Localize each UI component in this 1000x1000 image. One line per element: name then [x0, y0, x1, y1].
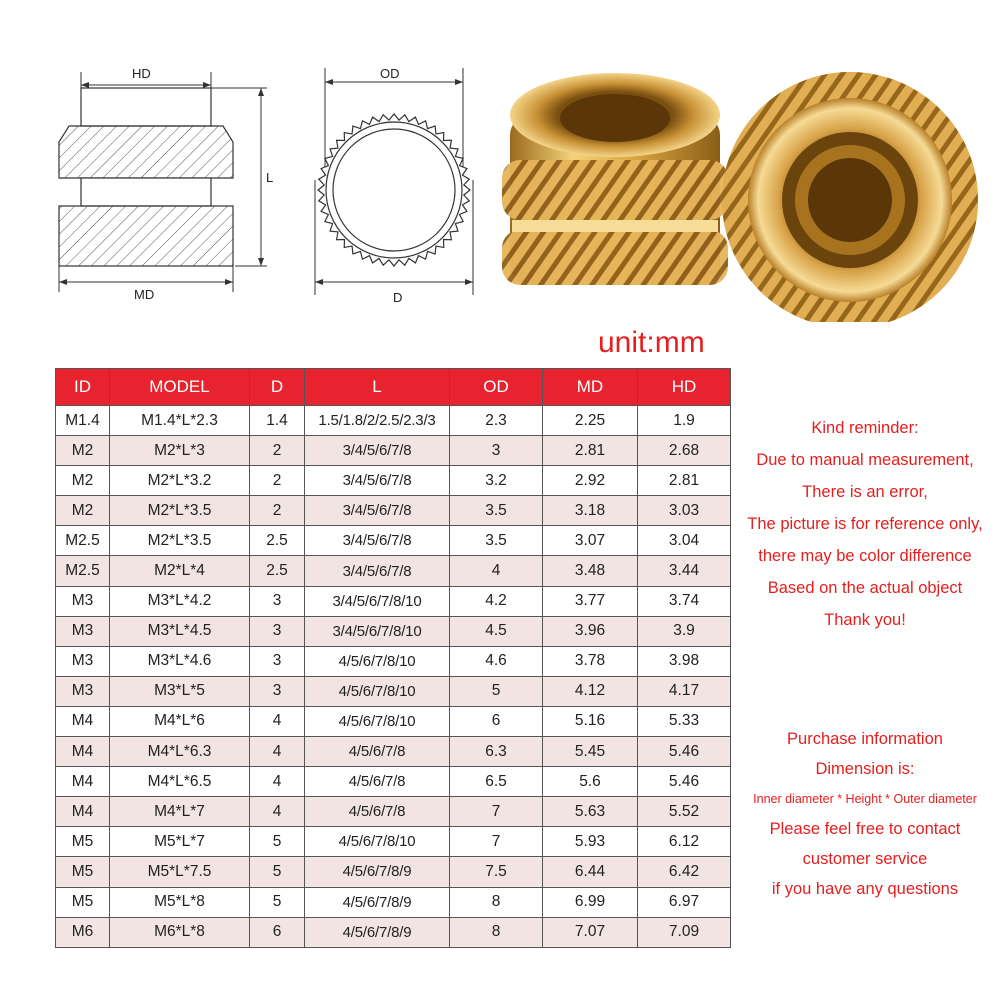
side-view-diagram — [55, 60, 290, 305]
purchase-title: Purchase information — [787, 730, 943, 748]
cell-l: 4/5/6/7/8 — [305, 767, 450, 797]
cell-hd: 7.09 — [638, 917, 731, 947]
cell-d: 4 — [250, 797, 305, 827]
cell-model: M4*L*7 — [110, 797, 250, 827]
cell-od: 7 — [450, 797, 543, 827]
cell-hd: 5.33 — [638, 706, 731, 736]
cell-model: M3*L*4.5 — [110, 616, 250, 646]
cell-d: 2.5 — [250, 526, 305, 556]
cell-md: 3.18 — [543, 496, 638, 526]
cell-d: 2 — [250, 466, 305, 496]
cell-model: M5*L*8 — [110, 887, 250, 917]
cell-od: 4 — [450, 556, 543, 586]
cell-md: 5.63 — [543, 797, 638, 827]
reminder-line: Kind reminder: — [811, 419, 919, 437]
table-row — [56, 676, 731, 706]
cell-od: 8 — [450, 917, 543, 947]
cell-l: 4/5/6/7/8 — [305, 737, 450, 767]
cell-od: 6.5 — [450, 767, 543, 797]
header-md: MD — [543, 369, 638, 406]
cell-od: 4.6 — [450, 646, 543, 676]
cell-l: 4/5/6/7/8/9 — [305, 887, 450, 917]
cell-md: 6.44 — [543, 857, 638, 887]
cell-model: M5*L*7 — [110, 827, 250, 857]
cell-md: 5.93 — [543, 827, 638, 857]
cell-hd: 3.44 — [638, 556, 731, 586]
cell-od: 7.5 — [450, 857, 543, 887]
cell-id: M1.4 — [56, 406, 110, 436]
cell-hd: 1.9 — [638, 406, 731, 436]
cell-hd: 3.74 — [638, 586, 731, 616]
cell-md: 3.77 — [543, 586, 638, 616]
cell-id: M4 — [56, 797, 110, 827]
table-row — [56, 406, 731, 436]
unit-label: unit:mm — [598, 326, 705, 359]
purchase-line: Please feel free to contact — [769, 820, 961, 838]
cell-hd: 3.9 — [638, 616, 731, 646]
cell-model: M1.4*L*2.3 — [110, 406, 250, 436]
cell-d: 2 — [250, 496, 305, 526]
hd-dimension-label: HD — [132, 66, 151, 81]
cell-md: 5.45 — [543, 737, 638, 767]
cell-model: M3*L*4.2 — [110, 586, 250, 616]
cell-md: 2.81 — [543, 436, 638, 466]
cell-hd: 5.52 — [638, 797, 731, 827]
cell-model: M2*L*3.5 — [110, 526, 250, 556]
cell-hd: 5.46 — [638, 737, 731, 767]
table-row — [56, 797, 731, 827]
cell-d: 3 — [250, 616, 305, 646]
cell-md: 3.78 — [543, 646, 638, 676]
cell-id: M5 — [56, 887, 110, 917]
table-row — [56, 616, 731, 646]
l-dimension-label: L — [266, 170, 274, 185]
cell-od: 7 — [450, 827, 543, 857]
table-row — [56, 767, 731, 797]
table-row — [56, 646, 731, 676]
cell-md: 6.99 — [543, 887, 638, 917]
cell-hd: 6.97 — [638, 887, 731, 917]
cell-d: 5 — [250, 857, 305, 887]
cell-id: M3 — [56, 646, 110, 676]
cell-od: 2.3 — [450, 406, 543, 436]
cell-od: 3.5 — [450, 496, 543, 526]
cell-model: M2*L*3 — [110, 436, 250, 466]
cell-l: 3/4/5/6/7/8 — [305, 526, 450, 556]
cell-od: 3.2 — [450, 466, 543, 496]
table-row — [56, 887, 731, 917]
cell-d: 3 — [250, 586, 305, 616]
cell-md: 4.12 — [543, 676, 638, 706]
cell-model: M4*L*6.5 — [110, 767, 250, 797]
cell-id: M2 — [56, 436, 110, 466]
md-dimension-label: MD — [134, 287, 155, 302]
cell-l: 3/4/5/6/7/8 — [305, 466, 450, 496]
od-dimension-label: OD — [380, 66, 400, 81]
cell-model: M2*L*4 — [110, 556, 250, 586]
cell-d: 4 — [250, 767, 305, 797]
cell-md: 2.92 — [543, 466, 638, 496]
cell-id: M2 — [56, 466, 110, 496]
cell-md: 3.48 — [543, 556, 638, 586]
cell-hd: 2.68 — [638, 436, 731, 466]
table-row — [56, 496, 731, 526]
cell-l: 4/5/6/7/8 — [305, 797, 450, 827]
cell-model: M4*L*6.3 — [110, 737, 250, 767]
cell-id: M5 — [56, 827, 110, 857]
kind-reminder-note — [730, 412, 1000, 636]
cell-hd: 3.04 — [638, 526, 731, 556]
cell-l: 3/4/5/6/7/8 — [305, 496, 450, 526]
cell-hd: 5.46 — [638, 767, 731, 797]
cell-model: M6*L*8 — [110, 917, 250, 947]
cell-od: 4.2 — [450, 586, 543, 616]
header-d: D — [250, 369, 305, 406]
cell-od: 3.5 — [450, 526, 543, 556]
top-view-diagram — [305, 60, 480, 305]
reminder-line: there may be color difference — [758, 547, 972, 565]
cell-d: 4 — [250, 706, 305, 736]
table-row — [56, 526, 731, 556]
header-model: MODEL — [110, 369, 250, 406]
table-header-row — [56, 369, 731, 406]
cell-md: 7.07 — [543, 917, 638, 947]
cell-id: M6 — [56, 917, 110, 947]
cell-l: 1.5/1.8/2/2.5/2.3/3 — [305, 406, 450, 436]
purchase-line: customer service — [802, 850, 928, 868]
table-row — [56, 466, 731, 496]
brass-inserts-photo — [490, 60, 1000, 322]
d-dimension-label: D — [393, 290, 403, 305]
cell-model: M3*L*4.6 — [110, 646, 250, 676]
header-hd: HD — [638, 369, 731, 406]
cell-d: 6 — [250, 917, 305, 947]
cell-d: 1.4 — [250, 406, 305, 436]
cell-l: 4/5/6/7/8/10 — [305, 646, 450, 676]
cell-md: 5.6 — [543, 767, 638, 797]
table-row — [56, 857, 731, 887]
cell-d: 5 — [250, 827, 305, 857]
cell-model: M4*L*6 — [110, 706, 250, 736]
table-row — [56, 436, 731, 466]
cell-l: 3/4/5/6/7/8 — [305, 436, 450, 466]
cell-l: 3/4/5/6/7/8 — [305, 556, 450, 586]
cell-id: M3 — [56, 676, 110, 706]
table-row — [56, 917, 731, 947]
cell-id: M2 — [56, 496, 110, 526]
cell-model: M2*L*3.5 — [110, 496, 250, 526]
purchase-dimension-formula: Inner diameter * Height * Outer diameter — [753, 792, 977, 806]
cell-id: M2.5 — [56, 556, 110, 586]
reminder-line: There is an error, — [802, 483, 928, 501]
cell-od: 6 — [450, 706, 543, 736]
purchase-line: if you have any questions — [771, 880, 959, 898]
cell-d: 2 — [250, 436, 305, 466]
cell-od: 4.5 — [450, 616, 543, 646]
cell-hd: 4.17 — [638, 676, 731, 706]
cell-md: 3.96 — [543, 616, 638, 646]
header-id: ID — [56, 369, 110, 406]
cell-d: 3 — [250, 646, 305, 676]
table-row — [56, 737, 731, 767]
header-l: L — [305, 369, 450, 406]
cell-hd: 6.12 — [638, 827, 731, 857]
cell-id: M4 — [56, 767, 110, 797]
reminder-line: Based on the actual object — [767, 579, 963, 597]
cell-l: 3/4/5/6/7/8/10 — [305, 586, 450, 616]
cell-id: M3 — [56, 616, 110, 646]
cell-hd: 6.42 — [638, 857, 731, 887]
cell-l: 3/4/5/6/7/8/10 — [305, 616, 450, 646]
purchase-info-note — [730, 724, 1000, 904]
cell-id: M5 — [56, 857, 110, 887]
reminder-line: The picture is for reference only, — [747, 515, 983, 533]
cell-id: M4 — [56, 737, 110, 767]
purchase-line: Dimension is: — [815, 760, 915, 778]
cell-od: 5 — [450, 676, 543, 706]
reminder-line: Thank you! — [824, 611, 906, 629]
cell-md: 2.25 — [543, 406, 638, 436]
cell-hd: 3.98 — [638, 646, 731, 676]
cell-id: M2.5 — [56, 526, 110, 556]
cell-l: 4/5/6/7/8/10 — [305, 706, 450, 736]
cell-d: 5 — [250, 887, 305, 917]
cell-od: 3 — [450, 436, 543, 466]
cell-d: 3 — [250, 676, 305, 706]
reminder-line: Due to manual measurement, — [756, 451, 974, 469]
table-row — [56, 586, 731, 616]
cell-d: 4 — [250, 737, 305, 767]
cell-model: M2*L*3.2 — [110, 466, 250, 496]
cell-md: 5.16 — [543, 706, 638, 736]
header-od: OD — [450, 369, 543, 406]
cell-hd: 3.03 — [638, 496, 731, 526]
cell-od: 6.3 — [450, 737, 543, 767]
table-row — [56, 556, 731, 586]
cell-model: M3*L*5 — [110, 676, 250, 706]
cell-model: M5*L*7.5 — [110, 857, 250, 887]
cell-l: 4/5/6/7/8/10 — [305, 676, 450, 706]
table-row — [56, 827, 731, 857]
cell-l: 4/5/6/7/8/9 — [305, 917, 450, 947]
cell-d: 2.5 — [250, 556, 305, 586]
cell-id: M4 — [56, 706, 110, 736]
cell-hd: 2.81 — [638, 466, 731, 496]
spec-table — [55, 368, 731, 948]
cell-od: 8 — [450, 887, 543, 917]
table-row — [56, 706, 731, 736]
cell-l: 4/5/6/7/8/9 — [305, 857, 450, 887]
cell-md: 3.07 — [543, 526, 638, 556]
cell-id: M3 — [56, 586, 110, 616]
cell-l: 4/5/6/7/8/10 — [305, 827, 450, 857]
